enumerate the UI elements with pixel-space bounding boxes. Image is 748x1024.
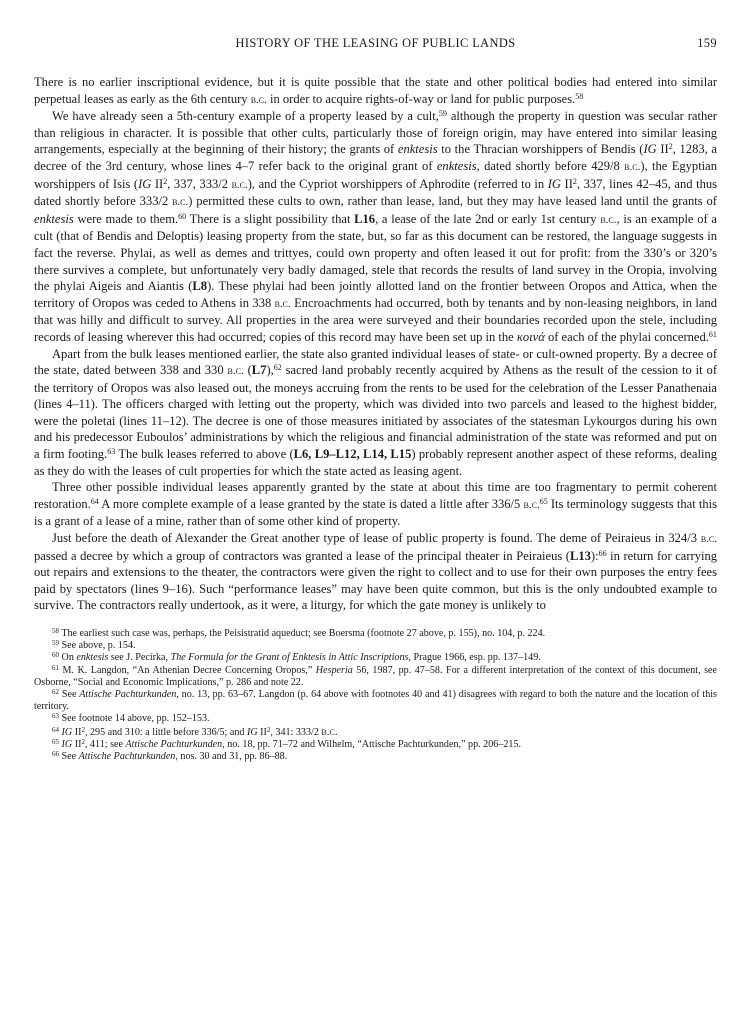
paragraph-2: We have already seen a 5th-century example of a property leased by a cult,$^{59}$ although the property in question was secular rather than religious in character. It is possible that other cults, particularly those of foreign origin, may have entered into similar leasing arrangements, especially at the beginning of their history; the grants of enktesis to the Thracian worshippers of Bendis (IG $II^2$, 1283, a decree of the 3rd century, whose lines 4–7 refer back to the original grant of enktesis, dated shortly before 429/8 b.c.), the Egyptian worshippers of Isis (IG $II^2$, 337, 333/2 b.c.), and the Cypriot worshippers of Aphrodite (referred to in IG $II^2$, 337, lines 42–45, and thus dated shortly before 333/2 b.c.) permitted these cults to own, rather than lease, land, but they may have leased land until the grants of enktesis were made to them.$^{60}$ There is a slight possibility that L16, a lease of the late 2nd or early 1st century b.c., is an example of a cult (that of Bendis and Deloptis) leasing property from the state, but, so far as this document can be restored, the language suggests in fact the reverse. Phylai, as well as demes and trittyes, could own property and often leased it out for profit: from the 330’s or 320’s there survives a complete, but unfortunately very badly damaged, stele that records the results of land survey in the Oropia, involving the phylai Aigeis and Aiantis (L8). These phylai had been jointly allotted land on the frontier between Oropos and Attica, when the territory of Oropos was ceded to Athens in 338 b.c. Encroachments had occurred, both by tenants and by non-leasing neighbors, in land that was hilly and difficult to survey. All properties in the area were surveyed and their boundaries recorded upon the stele, including records of leasing wherever this had occurred; copies of this record may have been set up in the κοινά of each of the phylai concerned.$^{61}$ xyxy=(34,109,718,344)
footnote-ref-61: 61 xyxy=(708,329,717,339)
paragraph-4: Three other possible individual leases apparently granted by the state at about this time are too fragmentary to permit coherent restoration.$^{64}$ A more complete example of a lease granted by the state is dated a little after 336/5 b.c.$^{65}$ Its terminology suggests that this is a grant of a lease of a mine, rather than of some other kind of property. xyxy=(34,480,718,529)
page xyxy=(34,36,717,763)
paragraph-3: Apart from the bulk leases mentioned earlier, the state also granted individual leases of state- or cult-owned property. By a decree of the state, dated between 338 and 330 b.c. (L7),$^{62}$ sacred land probably recently acquired by Athens as the result of the cession to it of the territory of Oropos was also leased out, the moneys accruing from the rents to be used for the celebration of the Lesser Panathenaia (lines 4–11). The officers charged with letting out the property, which was divided into two parcels and leased to the highest bidder, were the poletai (lines 11–12). The decree is one of those measures initiated by associates of the statesman Lykourgos during his own and his predecessor Euboulos’ administrations by which the religious and financial administration of the state was reformed and put on a firm footing.$^{63}$ The bulk leases referred to above (L6, L9–L12, L14, L15) probably represent another aspect of these reforms, dealing as they do with the leases of cult properties for which the state acted as leasing agent. xyxy=(34,346,718,478)
page-number: 159 xyxy=(697,36,717,50)
running-title: HISTORY OF THE LEASING OF PUBLIC LANDS xyxy=(235,36,516,50)
footnote-ref-59: 59 xyxy=(438,109,447,119)
footnote-ref-64: 64 xyxy=(90,496,99,506)
footnotes xyxy=(34,628,717,763)
footnote-61: $^{61}$ M. K. Langdon, “An Athenian Decree Concerning Oropos,” Hesperia 56, 1987, pp. 47–58. For a different interpretation of the context of this document, see Osborne, “Social and Economic Implications,” p. 286 and note 22. xyxy=(34,663,717,688)
footnote-58: $^{58}$ The earliest such case was, perhaps, the Peisistratid aqueduct; see Boersma (footnote 27 above, p. 155), no. 104, p. 224. xyxy=(52,627,546,639)
footnote-ref-62: 62 xyxy=(273,363,282,373)
footnote-63: $^{63}$ See footnote 14 above, pp. 152–153. xyxy=(52,712,210,725)
footnote-64: $^{64}$ IG $II^2$, 295 and 310: a little before 336/5; and IG $II^2$, 341: 333/2 b.c. xyxy=(52,725,338,738)
footnote-ref-63: 63 xyxy=(107,447,116,457)
footnote-ref-60: 60 xyxy=(178,211,187,221)
footnote-ref-58: 58 xyxy=(575,91,584,101)
footnote-60: $^{60}$ On enktesis see J. Pecírka, The Formula for the Grant of Enktesis in Attic Inscriptions, Prague 1966, esp. pp. 137–149. xyxy=(52,651,541,664)
footnote-59: $^{59}$ See above, p. 154. xyxy=(52,639,136,652)
main-text xyxy=(34,74,717,614)
paragraph-5: Just before the death of Alexander the Great another type of lease of public property is found. The deme of Peiraieus in 324/3 b.c. passed a decree by which a group of contractors was granted a lease of the principal theater in Peiraieus (L13):$^{66}$ in return for carrying out repairs and extensions to the theater, the contractors were given the right to collect and to use for their own purposes the entry fees paid by spectators (lines 9–16). Such “performance leases” may have been quite common, but this is the only undoubted example to survive. The contractors really undertook, as it were, a liturgy, for which the gate money is unlikely to xyxy=(34,531,717,613)
footnote-65: $^{65}$ IG $II^2$, 411; see Attische Pachturkunden, no. 18, pp. 71–72 and Wilhelm, “Attische Pachturkunden,” pp. 206–215. xyxy=(52,737,522,750)
footnote-ref-65: 65 xyxy=(539,496,548,506)
footnote-66: $^{66}$ See Attische Pachturkunden, nos. 30 and 31, pp. 86–88. xyxy=(52,750,288,763)
paragraph-1: There is no earlier inscriptional evidence, but it is quite possible that the state and other political bodies had entered into similar perpetual leases as early as the 6th century b.c. in order to acquire rights-of-way or land for public purposes.$^{58}$ xyxy=(34,75,717,106)
footnote-ref-66: 66 xyxy=(598,548,607,558)
footnote-62: $^{62}$ See Attische Pachturkunden, no. 13, pp. 63–67. Langdon (p. 64 above with footnotes 40 and 41) disagrees with regard to both the nature and the location of this territory. xyxy=(34,688,717,713)
running-header xyxy=(34,36,717,56)
